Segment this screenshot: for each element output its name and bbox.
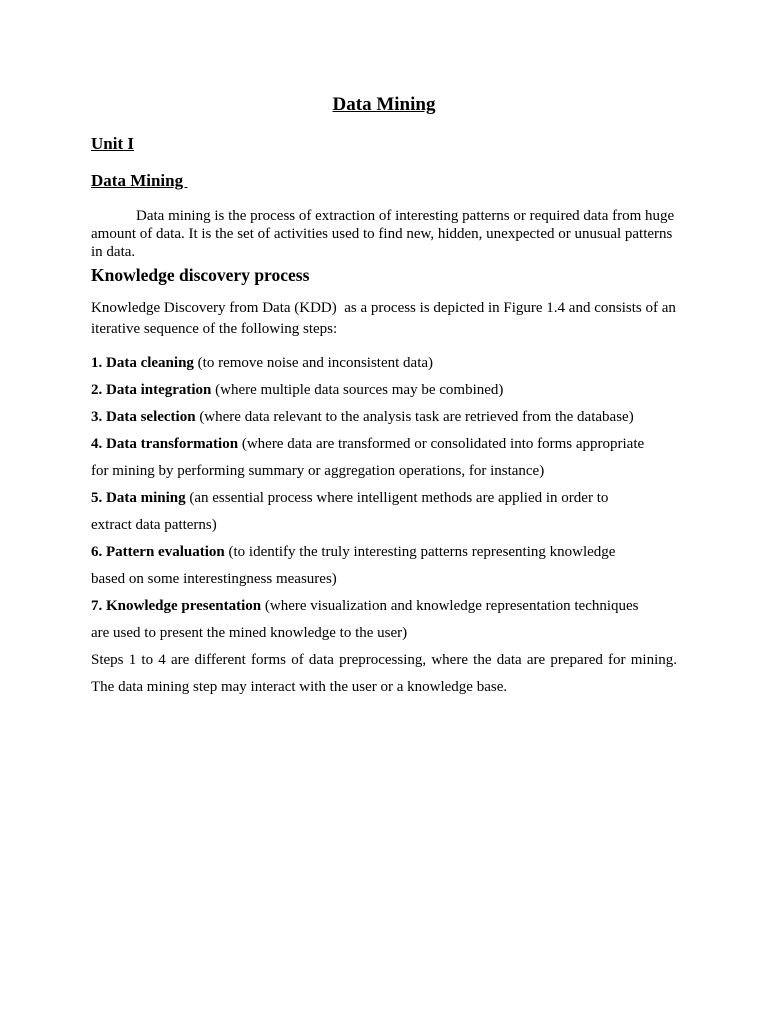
step-continuation: are used to present the mined knowledge to the user)	[91, 625, 408, 641]
step-term: 6. Pattern evaluation	[91, 544, 225, 560]
step-continuation: based on some interestingness measures)	[91, 571, 337, 587]
step-description: (where data are transformed or consolidated into forms appropriate	[238, 436, 645, 452]
step-term: 5. Data mining	[91, 490, 186, 506]
step-term: 3. Data selection	[91, 409, 196, 425]
list-item	[91, 377, 677, 404]
list-item	[91, 350, 677, 377]
step-description: (an essential process where intelligent methods are applied in order to	[185, 490, 609, 506]
intro-paragraph: Data mining is the process of extraction of interesting patterns or required data from huge amount of data. It is the set of activities used to find new, hidden, unexpected or unusual patterns in data.	[91, 208, 675, 260]
step-term: 1. Data cleaning	[91, 355, 194, 371]
document-title: Data Mining	[332, 94, 436, 115]
list-item	[91, 593, 677, 620]
step-description: (to remove noise and inconsistent data)	[193, 355, 434, 371]
kdd-paragraph: Knowledge Discovery from Data (KDD) as a process is depicted in Figure 1.4 and consists of an iterative sequence of the following steps:	[91, 300, 680, 337]
step-term: 7. Knowledge presentation	[91, 598, 262, 614]
step-description: (where data relevant to the analysis task are retrieved from the database)	[195, 409, 634, 425]
list-item	[91, 539, 677, 566]
step-description: (where multiple data sources may be combined)	[211, 382, 504, 398]
closing-paragraph: Steps 1 to 4 are different forms of data preprocessing, where the data are prepared for mining. The data mining step may interact with the user or a knowledge base.	[91, 652, 677, 695]
step-term: 4. Data transformation	[91, 436, 239, 452]
kdd-steps-list	[91, 350, 677, 647]
section-heading-data-mining: Data Mining	[91, 171, 188, 190]
document-content	[91, 92, 680, 701]
section-heading-kdp: Knowledge discovery process	[91, 265, 310, 285]
list-item	[91, 404, 677, 431]
step-term: 2. Data integration	[91, 382, 212, 398]
list-item	[91, 485, 677, 512]
list-item	[91, 431, 677, 458]
step-continuation: for mining by performing summary or aggregation operations, for instance)	[91, 463, 545, 479]
step-description: (to identify the truly interesting patterns representing knowledge	[224, 544, 616, 560]
step-description: (where visualization and knowledge representation techniques	[261, 598, 639, 614]
step-continuation: extract data patterns)	[91, 517, 217, 533]
unit-heading: Unit I	[91, 134, 134, 153]
